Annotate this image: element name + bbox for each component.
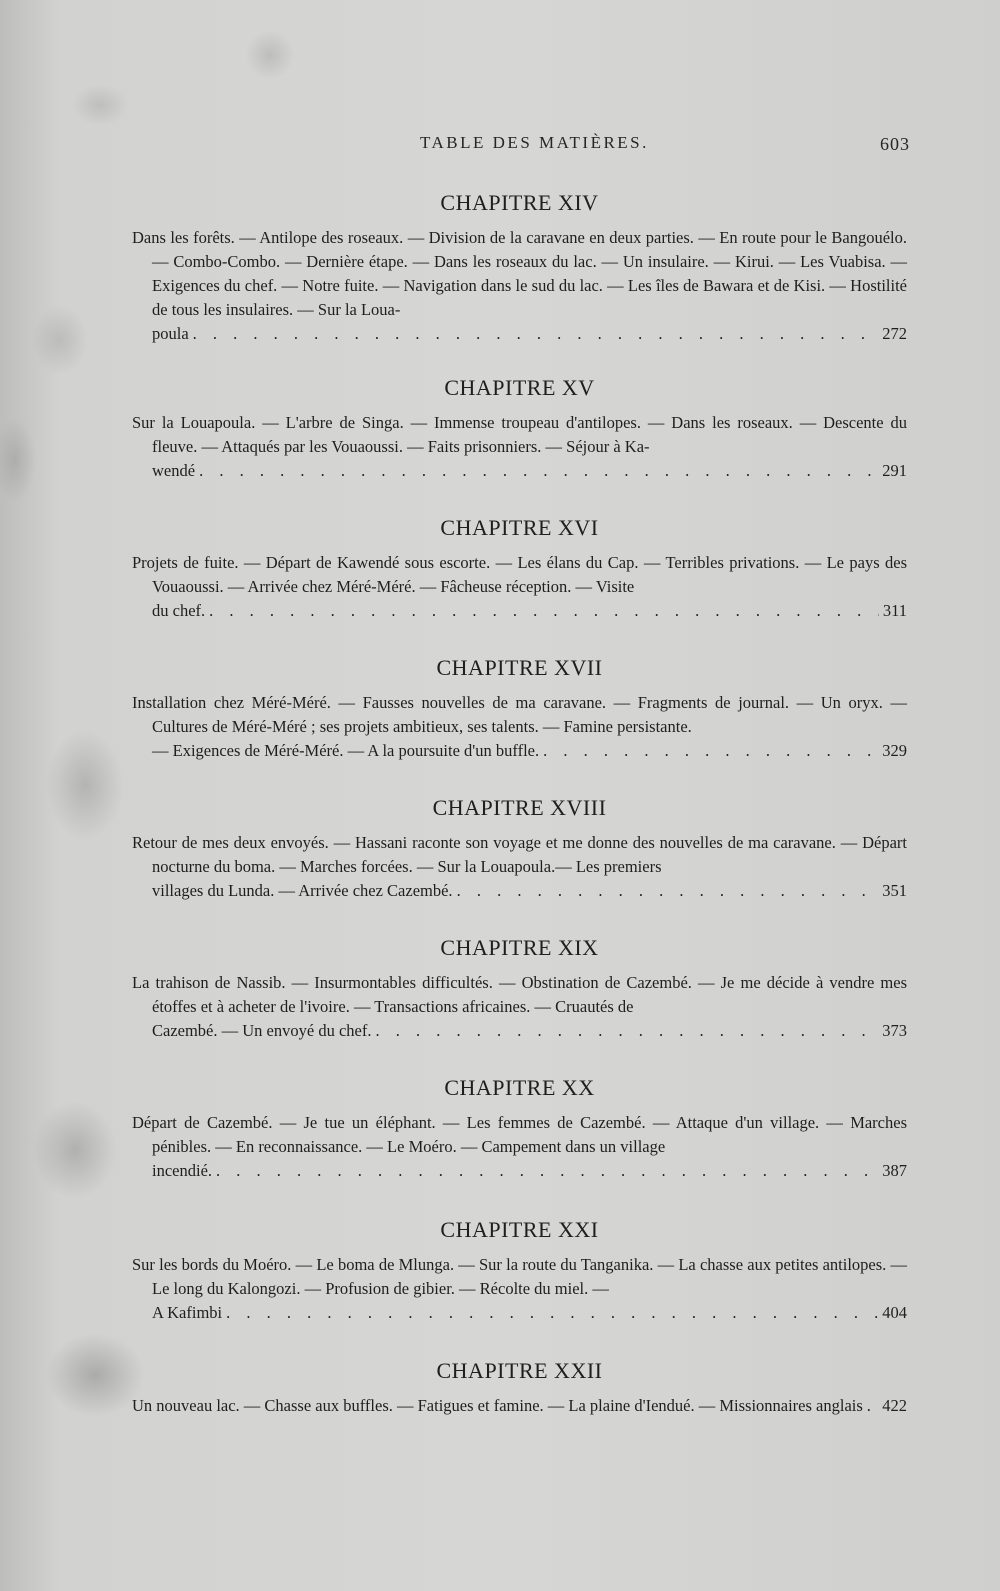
chapter-17 [132,655,907,763]
chapter-page: 272 [882,324,907,343]
chapter-page: 329 [882,741,907,760]
chapter-page: 311 [882,601,907,620]
chapter-summary: Un nouveau lac. — Chasse aux buffles. — Fatigues et famine. — La plaine d'Iendué. — Missionnaires anglais [132,1396,863,1415]
toc-entry-line [132,1301,907,1325]
chapter-18 [132,795,907,903]
chapter-heading: CHAPITRE XV [444,375,595,400]
chapter-20 [132,1075,907,1183]
chapter-heading: CHAPITRE XIV [440,190,599,215]
dot-leader [199,459,878,483]
summary-tail: du chef. [152,601,206,620]
chapter-16 [132,515,907,623]
page-number: 603 [880,134,910,154]
chapter-summary: Installation chez Méré-Méré. — Fausses nouvelles de ma caravane. — Fragments de journal. — Un oryx. — Cultures de Méré-Méré ; ses projets ambitieux, ses talents. — Famine persistante. [132,693,907,736]
summary-tail: Cazembé. — Un envoyé du chef. [152,1021,372,1040]
chapter-heading: CHAPITRE XXII [436,1358,603,1383]
chapter-heading: CHAPITRE XVI [440,515,599,540]
toc-entry-line [132,322,907,346]
chapter-page: 373 [882,1021,907,1040]
chapter-page: 404 [882,1303,907,1322]
chapter-page: 351 [882,881,907,900]
toc-entry-line [132,1019,907,1043]
summary-tail: A Kafimbi [152,1303,223,1322]
toc-entry-line [132,1394,907,1418]
dot-leader [867,1394,878,1418]
chapter-page: 291 [882,461,907,480]
dot-leader [457,879,879,903]
chapter-page: 422 [882,1396,907,1415]
chapter-summary: Dans les forêts. — Antilope des roseaux. — Division de la caravane en deux parties. — En route pour le Bangouélo. — Combo-Combo. — Dernière étape. — Dans les roseaux du lac. — Un insulaire. — Kirui. — Les Vuabisa. — Exigences du chef. — Notre fuite. — Navigation dans le sud du lac. — Les îles de Bawara et de Kisi. — Hostilité de tous les insulaires. — Sur la Loua- [132,228,907,319]
chapter-summary: Départ de Cazembé. — Je tue un éléphant. — Les femmes de Cazembé. — Attaque d'un village. — Marches pénibles. — En reconnaissance. — Le Moéro. — Campement dans un village [132,1113,907,1156]
summary-tail: — Exigences de Méré-Méré. — A la poursuite d'un buffle. [152,741,540,760]
toc-entry-line [132,739,907,763]
dot-leader [193,322,879,346]
chapter-summary: Sur la Louapoula. — L'arbre de Singa. — Immense troupeau d'antilopes. — Dans les roseaux. — Descente du fleuve. — Attaqués par les Vouaoussi. — Faits prisonniers. — Séjour à Ka- [132,413,907,456]
dot-leader [209,599,879,623]
dot-leader [216,1159,878,1183]
summary-tail: villages du Lunda. — Arrivée chez Cazembé. [152,881,453,900]
summary-tail: poula [152,324,189,343]
chapter-summary: La trahison de Nassib. — Insurmontables difficultés. — Obstination de Cazembé. — Je me décide à vendre mes étoffes et à acheter de l'ivoire. — Transactions africaines. — Cruautés de [132,973,907,1016]
summary-tail: incendié. [152,1161,213,1180]
chapter-summary: Retour de mes deux envoyés. — Hassani raconte son voyage et me donne des nouvelles de ma caravane. — Départ nocturne du boma. — Marches forcées. — Sur la Louapoula.— Les premiers [132,833,907,876]
chapter-19 [132,935,907,1043]
chapter-summary: Projets de fuite. — Départ de Kawendé sous escorte. — Les élans du Cap. — Terribles privations. — Le pays des Vouaoussi. — Arrivée chez Méré-Méré. — Fâcheuse réception. — Visite [132,553,907,596]
running-head: TABLE DES MATIÈRES. [420,133,649,152]
chapter-page: 387 [882,1161,907,1180]
dot-leader [543,739,878,763]
chapter-heading: CHAPITRE XVII [436,655,603,680]
toc-entry-line [132,459,907,483]
toc-entry-line [132,599,907,623]
chapter-14 [132,190,907,346]
dot-leader [375,1019,878,1043]
toc-entry-line [132,1159,907,1183]
chapter-heading: CHAPITRE XX [444,1075,595,1100]
dot-leader [226,1301,878,1325]
chapter-22 [132,1358,907,1418]
toc-entry-line [132,879,907,903]
chapter-summary: Sur les bords du Moéro. — Le boma de Mlunga. — Sur la route du Tanganika. — La chasse aux petites antilopes. — Le long du Kalongozi. — Profusion de gibier. — Récolte du miel. — [132,1255,907,1298]
chapter-heading: CHAPITRE XIX [440,935,599,960]
summary-tail: wendé [152,461,196,480]
chapter-heading: CHAPITRE XVIII [432,795,607,820]
chapter-15 [132,375,907,483]
chapter-heading: CHAPITRE XXI [440,1217,599,1242]
chapter-21 [132,1217,907,1325]
